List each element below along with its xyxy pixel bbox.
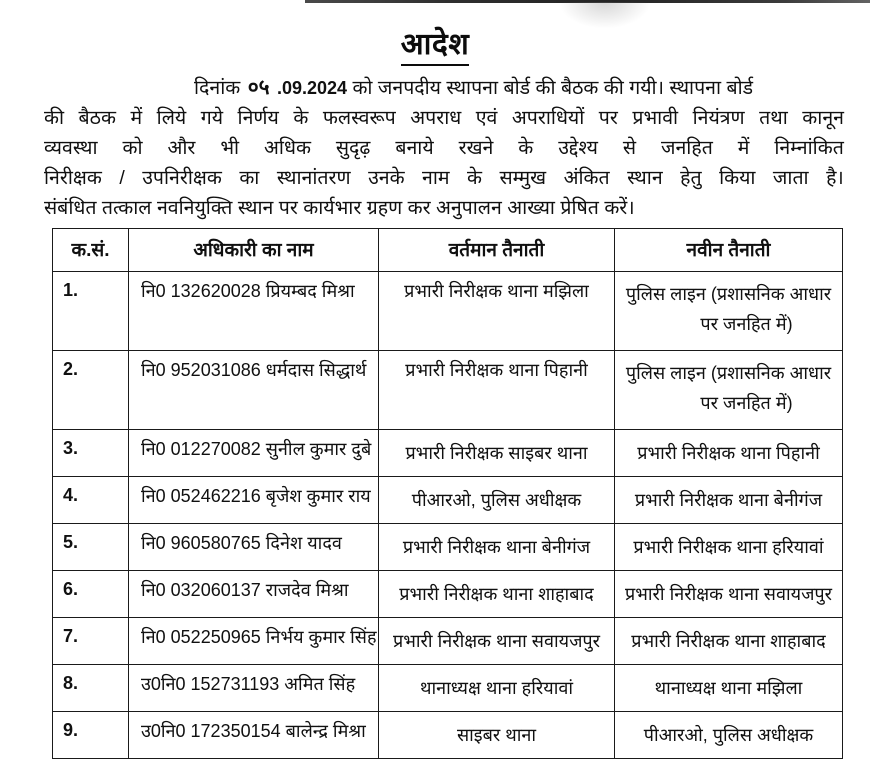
page-title: [0, 22, 870, 63]
page-title-text: आदेश: [401, 28, 470, 66]
paragraph-word: व्यवस्था: [44, 137, 98, 159]
paragraph-segment: दिनांक: [194, 77, 241, 99]
table-row: [53, 618, 843, 665]
paragraph-word: तथा: [759, 107, 788, 129]
cell-serial-number: 6.: [53, 571, 129, 618]
paragraph-word: अपराध: [410, 107, 462, 129]
table-header-row: [53, 229, 843, 272]
paragraph-word: जाता: [772, 167, 809, 189]
paragraph-word: रखने: [458, 137, 494, 159]
paragraph-word: नाम: [422, 167, 450, 189]
paragraph-word: के: [467, 167, 483, 189]
cell-current-posting: थानाध्यक्ष थाना हरियावां: [379, 665, 615, 712]
paragraph-word: अधिक: [264, 137, 311, 159]
paragraph-word: भी: [220, 137, 240, 159]
order-date-text: .09.2024: [276, 78, 348, 98]
cell-serial-number: 4.: [53, 477, 129, 524]
paragraph-word: निरीक्षक: [44, 167, 102, 189]
paragraph-word: उद्देश्य: [558, 137, 598, 159]
new-posting-wrapper: [621, 279, 836, 339]
paragraph-word: में: [737, 137, 750, 159]
paragraph-word: एवं: [475, 107, 498, 129]
cell-current-posting: प्रभारी निरीक्षक थाना शाहाबाद: [379, 571, 615, 618]
cell-new-posting: प्रभारी निरीक्षक थाना बेनीगंज: [615, 477, 843, 524]
paragraph-word: का: [239, 167, 260, 189]
paragraph-word: गये: [200, 107, 224, 129]
cell-officer-name: नि0 960580765 दिनेश यादव: [129, 524, 379, 571]
order-body-paragraph: [44, 72, 844, 223]
cell-serial-number: 7.: [53, 618, 129, 665]
cell-current-posting: प्रभारी निरीक्षक थाना पिहानी: [379, 351, 615, 430]
cell-new-posting: [615, 272, 843, 351]
paragraph-word: से: [622, 137, 637, 159]
cell-serial-number: 3.: [53, 430, 129, 477]
paragraph-word: जनहित: [661, 137, 713, 159]
paragraph-text: संबंधित तत्काल नवनियुक्ति स्थान पर कार्यभार ग्रहण कर अनुपालन आख्या प्रेषित करें।: [44, 197, 635, 219]
paragraph-line-1: [44, 72, 844, 103]
paragraph-word: निर्णय: [237, 107, 279, 129]
cell-new-posting: प्रभारी निरीक्षक थाना पिहानी: [615, 430, 843, 477]
paragraph-segment: को जनपदीय स्थापना बोर्ड की बैठक की गयी। स्थापना बोर्ड: [352, 77, 754, 99]
column-header-name: अधिकारी का नाम: [129, 229, 379, 272]
cell-officer-name: नि0 132620028 प्रियम्बद मिश्रा: [129, 272, 379, 351]
table-row: [53, 477, 843, 524]
table-row: [53, 272, 843, 351]
column-header-current: वर्तमान तैनाती: [379, 229, 615, 272]
paragraph-line-5: [44, 193, 844, 223]
cell-current-posting: प्रभारी निरीक्षक थाना मझिला: [379, 272, 615, 351]
paragraph-word: प्रभावी: [632, 107, 679, 129]
paragraph-line-3: [44, 133, 844, 163]
paragraph-word: निम्नांकित: [774, 137, 844, 159]
paragraph-word: को: [122, 137, 143, 159]
handwritten-date-day: ०५: [247, 75, 270, 99]
cell-serial-number: 8.: [53, 665, 129, 712]
cell-new-posting: प्रभारी निरीक्षक थाना शाहाबाद: [615, 618, 843, 665]
cell-officer-name: नि0 952031086 धर्मदास सिद्धार्थ: [129, 351, 379, 430]
paragraph-word: अंकित: [563, 167, 610, 189]
cell-new-posting: प्रभारी निरीक्षक थाना सवायजपुर: [615, 571, 843, 618]
cell-officer-name: नि0 052250965 निर्भय कुमार सिंह: [129, 618, 379, 665]
cell-new-posting: पीआरओ, पुलिस अधीक्षक: [615, 712, 843, 759]
table-row: [53, 430, 843, 477]
paragraph-word: सम्मुख: [499, 167, 547, 189]
paragraph-word: उनके: [368, 167, 405, 189]
cell-current-posting: प्रभारी निरीक्षक थाना बेनीगंज: [379, 524, 615, 571]
paragraph-word: अपराधियों: [511, 107, 585, 129]
cell-current-posting: प्रभारी निरीक्षक साइबर थाना: [379, 430, 615, 477]
column-header-serial: क.सं.: [53, 229, 129, 272]
cell-serial-number: 1.: [53, 272, 129, 351]
paragraph-word: में: [130, 107, 143, 129]
table-row: [53, 665, 843, 712]
paragraph-word: और: [167, 137, 196, 159]
table-row: [53, 524, 843, 571]
paragraph-word: लिये: [156, 107, 187, 129]
cell-current-posting: पीआरओ, पुलिस अधीक्षक: [379, 477, 615, 524]
paragraph-word: स्थानांतरण: [276, 167, 351, 189]
cell-officer-name: उ0नि0 172350154 बालेन्द्र मिश्रा: [129, 712, 379, 759]
paragraph-word: हेतु: [680, 167, 702, 189]
cell-current-posting: प्रभारी निरीक्षक थाना सवायजपुर: [379, 618, 615, 665]
paragraph-word: स्थान: [627, 167, 663, 189]
paragraph-word: बनाये: [395, 137, 434, 159]
paragraph-line-2: [44, 103, 844, 133]
cell-serial-number: 9.: [53, 712, 129, 759]
new-posting-line-2: पर जनहित में): [700, 314, 793, 334]
paragraph-word: सुदृढ़: [335, 137, 371, 159]
column-header-new: नवीन तैनाती: [615, 229, 843, 272]
new-posting-wrapper: [621, 358, 836, 418]
new-posting-line-1: पुलिस लाइन (प्रशासनिक आधार: [625, 284, 832, 304]
cell-officer-name: उ0नि0 152731193 अमित सिंह: [129, 665, 379, 712]
paragraph-word: पर: [598, 107, 618, 129]
paragraph-word: के: [518, 137, 534, 159]
new-posting-line-2: पर जनहित में): [700, 393, 793, 413]
cell-officer-name: नि0 012270082 सुनील कुमार दुबे: [129, 430, 379, 477]
table-body: [53, 272, 843, 759]
table-row: [53, 571, 843, 618]
paragraph-word: किया: [719, 167, 756, 189]
cell-serial-number: 2.: [53, 351, 129, 430]
paragraph-line-4: [44, 163, 844, 193]
paragraph-word: के: [293, 107, 309, 129]
cell-new-posting: प्रभारी निरीक्षक थाना हरियावां: [615, 524, 843, 571]
cell-new-posting: थानाध्यक्ष थाना मझिला: [615, 665, 843, 712]
paragraph-word: /: [119, 167, 125, 189]
paragraph-word: की: [44, 107, 65, 129]
paragraph-word: है।: [826, 167, 844, 189]
paragraph-word: कानून: [802, 107, 844, 129]
paragraph-word: नियंत्रण: [692, 107, 745, 129]
cell-officer-name: नि0 032060137 राजदेव मिश्रा: [129, 571, 379, 618]
cell-new-posting: [615, 351, 843, 430]
paragraph-word: बैठक: [78, 107, 116, 129]
paragraph-word: फलस्वरूप: [322, 107, 396, 129]
transfer-order-table: [52, 228, 843, 759]
table-row: [53, 351, 843, 430]
table-row: [53, 712, 843, 759]
cell-officer-name: नि0 052462216 बृजेश कुमार राय: [129, 477, 379, 524]
paragraph-word: उपनिरीक्षक: [142, 167, 222, 189]
new-posting-line-1: पुलिस लाइन (प्रशासनिक आधार: [625, 363, 832, 383]
cell-current-posting: साइबर थाना: [379, 712, 615, 759]
cell-serial-number: 5.: [53, 524, 129, 571]
